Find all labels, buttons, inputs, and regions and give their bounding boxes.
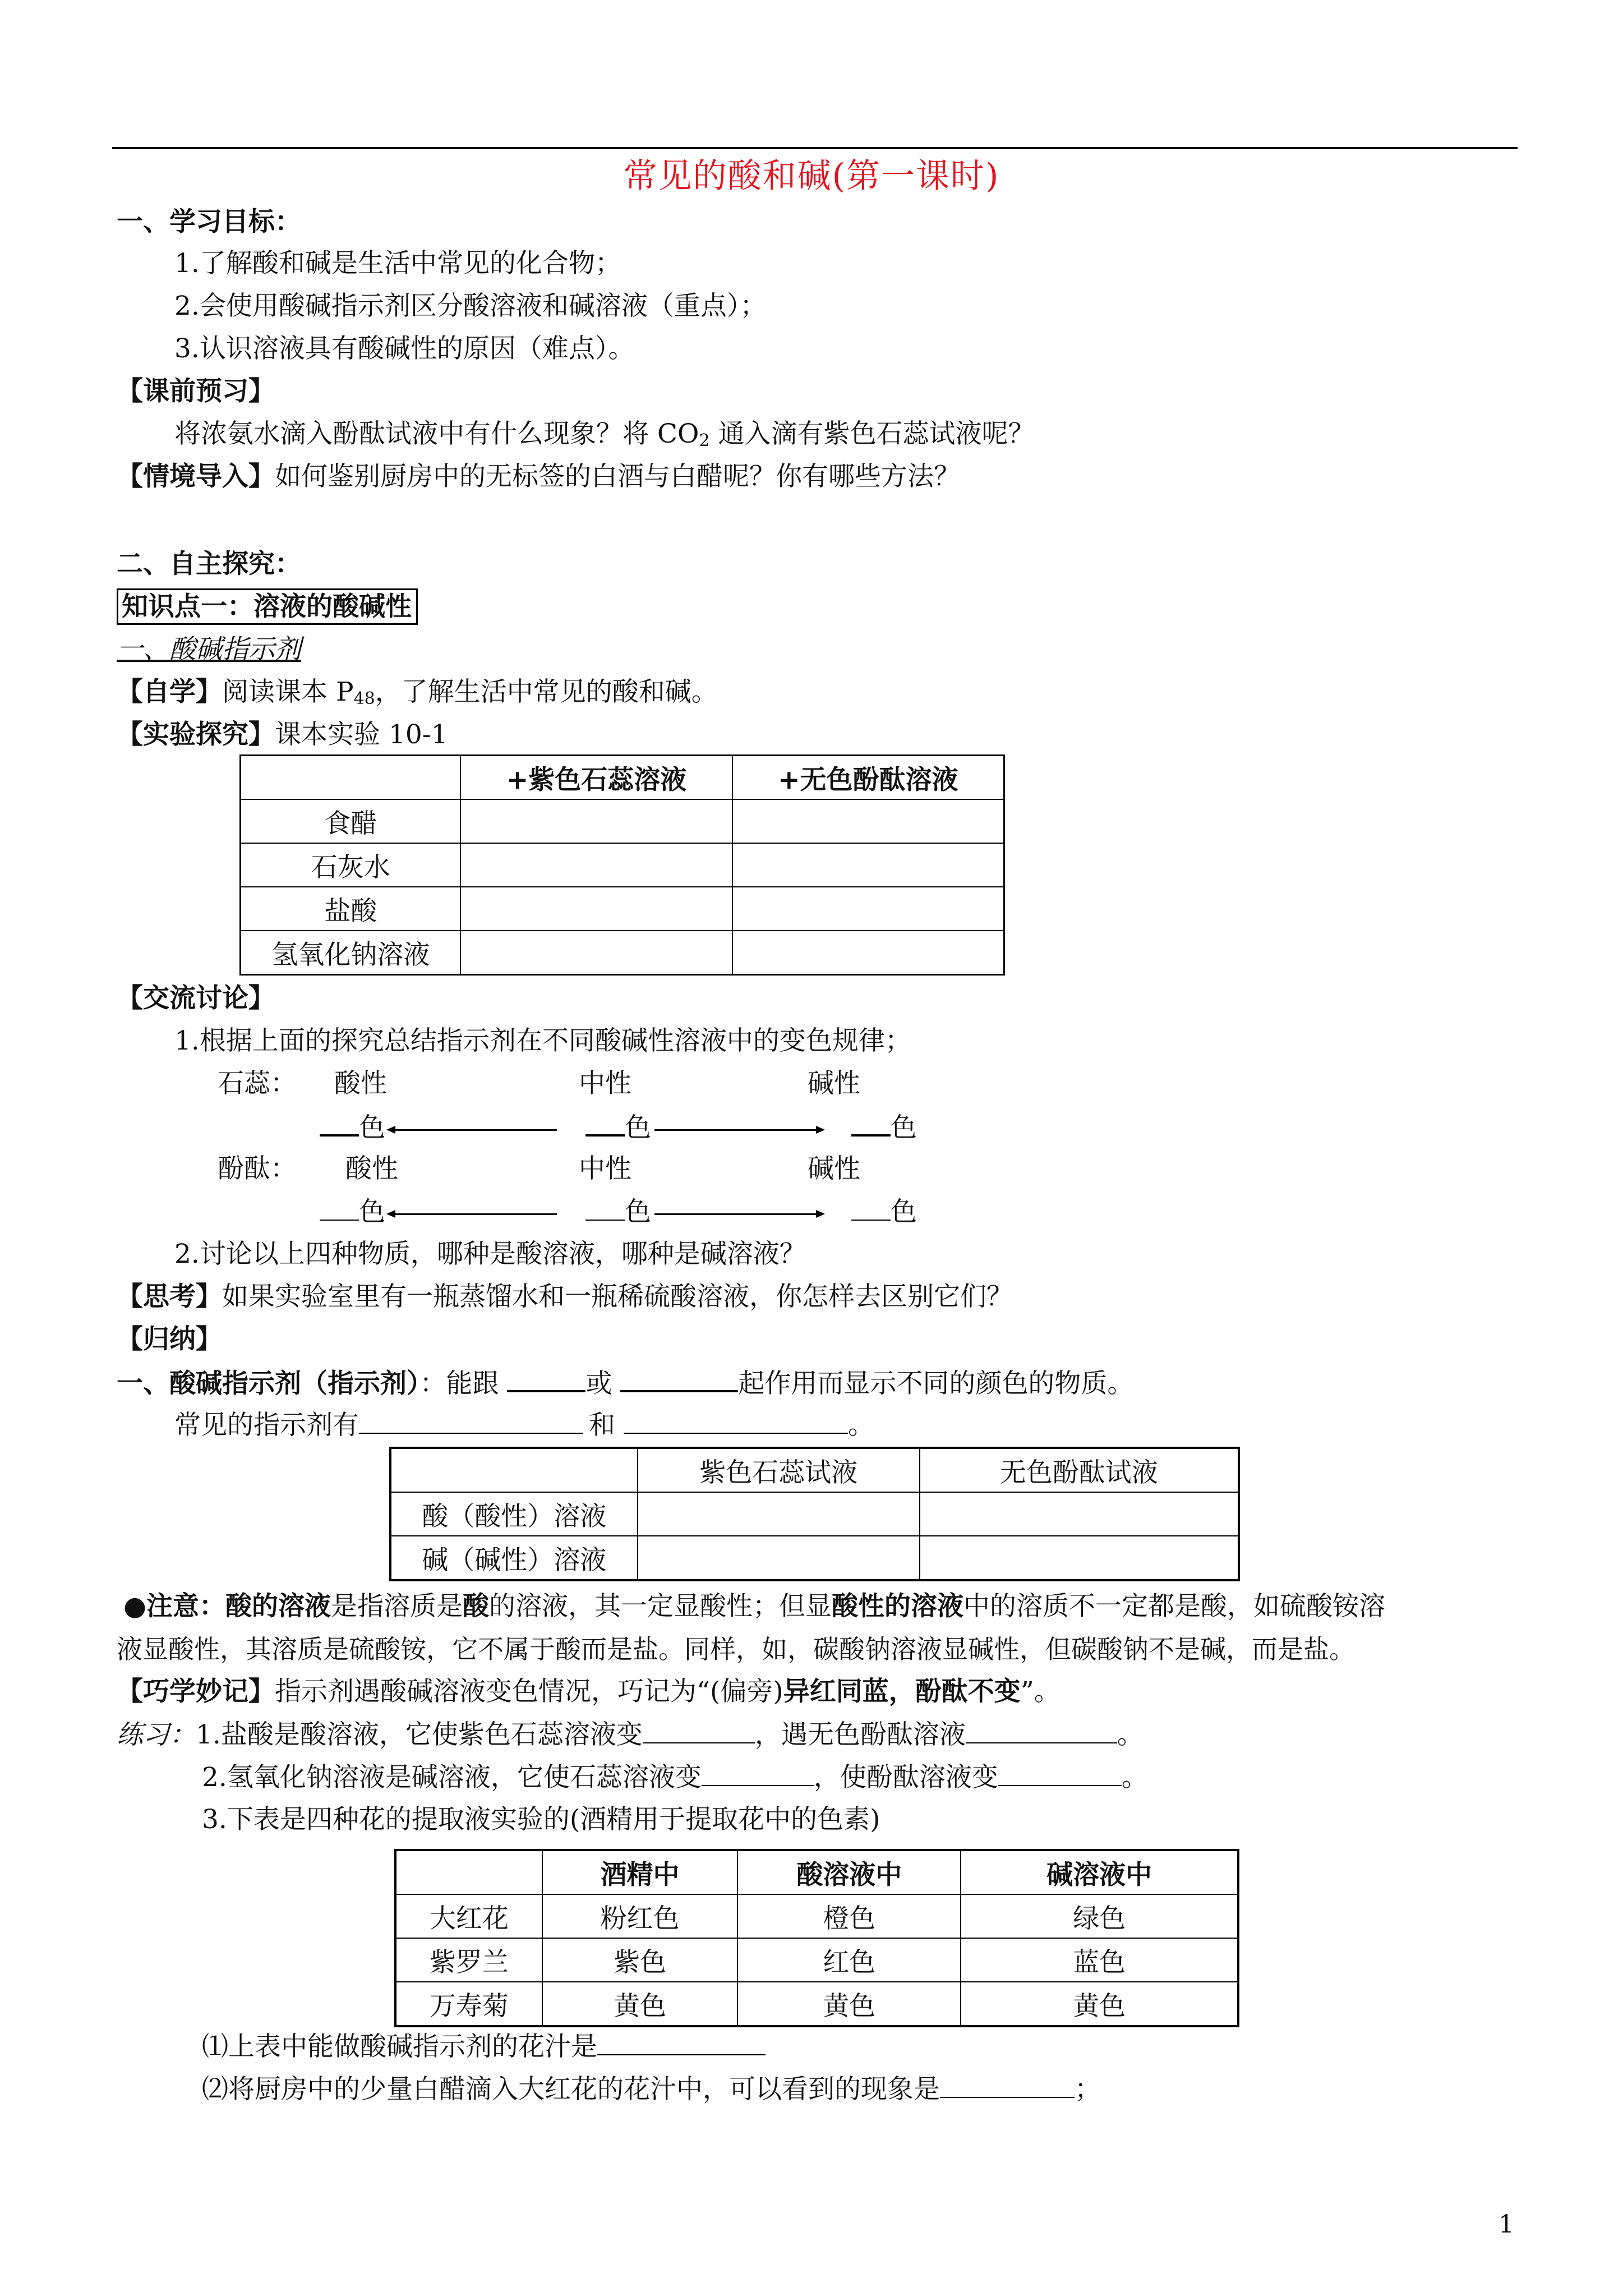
answer-cell[interactable] <box>460 931 732 975</box>
flower-extract-table <box>394 1849 1239 2027</box>
blank-e2-b[interactable] <box>998 1760 1122 1786</box>
blank-acid-color[interactable] <box>320 1195 359 1221</box>
answer-cell[interactable] <box>460 887 732 931</box>
table-row: 盐酸 <box>241 887 1004 931</box>
page-title: 常见的酸和碱(第一课时) <box>623 157 1000 196</box>
intro-line <box>117 460 960 494</box>
blank-base-color[interactable] <box>851 1195 891 1221</box>
question-1: ⑴上表中能做酸碱指示剂的花汁是 <box>202 2030 766 2064</box>
blank-neutral-color[interactable] <box>585 1110 625 1137</box>
exercise-1: 练习：1.盐酸是酸溶液，它使紫色石蕊溶液变 ，遇无色酚酞溶液 。 <box>117 1718 1144 1752</box>
arrow-right-icon <box>654 1129 823 1131</box>
exercise-2: 2.氢氧化钠溶液是碱溶液，它使石蕊溶液变 ，使酚酞溶液变 。 <box>202 1760 1148 1795</box>
goal-item: 1.了解酸和碱是生活中常见的化合物； <box>174 248 621 279</box>
table-row: 石灰水 <box>241 843 1004 887</box>
intro-text: 如何鉴别厨房中的无标签的白酒与白醋呢？你有哪些方法？ <box>275 461 960 492</box>
table-header: 酸溶液中 <box>737 1850 961 1894</box>
goal-item: 3.认识溶液具有酸碱性的原因（难点）。 <box>174 333 635 364</box>
blank-indicator-1[interactable] <box>359 1408 583 1434</box>
preview-text: 将浓氨水滴入酚酞试液中有什么现象？将 $CO_2$ 通入滴有紫色石蕊试液呢？ <box>174 418 1035 450</box>
answer-cell[interactable] <box>638 1536 920 1580</box>
header-rule <box>112 147 1518 149</box>
blank-q2[interactable] <box>940 2072 1075 2098</box>
selfstudy-line: 【自学】阅读课本 $P_{48}$，了解生活中常见的酸和碱。 <box>117 677 718 708</box>
discussion-q2: 2.讨论以上四种物质，哪种是酸溶液，哪种是碱溶液？ <box>174 1239 806 1269</box>
section-heading-goals: 一、学习目标： <box>117 206 301 237</box>
table-header: 酒精中 <box>542 1850 737 1894</box>
page-number: 1 <box>1498 2210 1514 2239</box>
discussion-q1: 1.根据上面的探究总结指示剂在不同酸碱性溶液中的变色规律； <box>174 1025 911 1056</box>
table-row: 万寿菊 黄色 黄色 黄色 <box>395 1982 1238 2026</box>
blank-neutral-color[interactable] <box>585 1195 625 1221</box>
discussion-label: 【交流讨论】 <box>117 983 275 1014</box>
litmus-color-row: 色 色 色 <box>320 1110 917 1145</box>
blank-base-color[interactable] <box>851 1110 891 1137</box>
note-line-2: 液显酸性，其溶质是硫酸铵，它不属于酸而是盐。同样，如，碳酸钠溶液显碱性，但碳酸钠不是碱，而是盐。 <box>117 1634 1355 1664</box>
preview-label: 【课前预习】 <box>117 376 275 407</box>
table-row: 紫罗兰 紫色 红色 蓝色 <box>395 1938 1238 1982</box>
blank-acid[interactable] <box>507 1365 585 1392</box>
answer-cell[interactable] <box>732 799 1004 843</box>
indicator-definition: 一、酸碱指示剂（指示剂）：能跟 或 起作用而显示不同的颜色的物质。 <box>117 1365 1133 1401</box>
table-header: +紫色石蕊溶液 <box>460 756 732 800</box>
table-header: 碱溶液中 <box>961 1850 1238 1894</box>
table-row: 酸（酸性）溶液 <box>390 1492 1239 1536</box>
phenol-label: 酚酞： <box>218 1153 297 1184</box>
arrow-left-icon <box>389 1129 557 1131</box>
blank-e2-a[interactable] <box>702 1760 814 1786</box>
exercise-3: 3.下表是四种花的提取液实验的(酒精用于提取花中的色素) <box>202 1804 880 1835</box>
table-header: +无色酚酞溶液 <box>732 756 1004 800</box>
table-header: 无色酚酞试液 <box>920 1448 1239 1492</box>
litmus-label: 石蕊： <box>218 1068 297 1099</box>
litmus-acidic: 酸性 <box>334 1068 387 1099</box>
blank-base[interactable] <box>620 1365 738 1392</box>
answer-cell[interactable] <box>732 843 1004 887</box>
answer-cell[interactable] <box>638 1492 920 1536</box>
blank-q1[interactable] <box>597 2030 766 2055</box>
question-2: ⑵将厨房中的少量白醋滴入大红花的花汁中，可以看到的现象是 ； <box>202 2072 1101 2106</box>
bullet-icon: ● <box>123 1591 147 1622</box>
intro-label: 【情境导入】 <box>117 461 275 492</box>
blank-indicator-2[interactable] <box>624 1408 848 1434</box>
answer-cell[interactable] <box>732 887 1004 931</box>
answer-cell[interactable] <box>460 843 732 887</box>
phenol-basic: 碱性 <box>808 1153 860 1184</box>
goal-item: 2.会使用酸碱指示剂区分酸溶液和碱溶液（重点）； <box>174 291 767 321</box>
answer-cell[interactable] <box>920 1536 1239 1580</box>
arrow-right-icon <box>654 1213 823 1215</box>
experiment-line: 【实验探究】课本实验 10-1 <box>117 719 448 750</box>
experiment-table <box>239 754 1005 976</box>
mnemonic-line: 【巧学妙记】指示剂遇酸碱溶液变色情况，巧记为“(偏旁)异红同蓝，酚酞不变”。 <box>117 1676 1061 1707</box>
subheading-indicators: 一、酸碱指示剂 <box>117 634 301 665</box>
phenol-acidic: 酸性 <box>345 1153 398 1184</box>
blank-acid-color[interactable] <box>320 1110 359 1137</box>
blank-e1-b[interactable] <box>966 1718 1117 1743</box>
litmus-basic: 碱性 <box>808 1068 860 1099</box>
indicator-table <box>389 1447 1240 1581</box>
arrow-left-icon <box>389 1213 557 1215</box>
table-row: 食醋 <box>241 799 1004 843</box>
litmus-neutral: 中性 <box>579 1068 631 1099</box>
note-line-1: ●注意：酸的溶液是指溶质是酸的溶液，其一定显酸性；但显酸性的溶液中的溶质不一定都是酸，如硫酸铵溶 <box>123 1591 1386 1622</box>
table-header: 紫色石蕊试液 <box>638 1448 920 1492</box>
table-row: 大红花 粉红色 橙色 绿色 <box>395 1894 1238 1938</box>
phenol-neutral: 中性 <box>579 1153 631 1184</box>
knowledge-point-box: 知识点一：溶液的酸碱性 <box>117 590 418 624</box>
table-header <box>395 1850 542 1894</box>
answer-cell[interactable] <box>732 931 1004 975</box>
phenol-color-row: 色 色 色 <box>320 1195 917 1229</box>
answer-cell[interactable] <box>460 799 732 843</box>
common-indicators: 常见的指示剂有 和 。 <box>174 1408 874 1442</box>
table-header <box>390 1448 638 1492</box>
think-line: 【思考】如果实验室里有一瓶蒸馏水和一瓶稀硫酸溶液，你怎样去区别它们？ <box>117 1281 1013 1312</box>
table-row: 碱（碱性）溶液 <box>390 1536 1239 1580</box>
blank-e1-a[interactable] <box>643 1718 755 1743</box>
section-heading-explore: 二、自主探究： <box>117 549 301 579</box>
table-row: 氢氧化钠溶液 <box>241 931 1004 975</box>
answer-cell[interactable] <box>920 1492 1239 1536</box>
table-header <box>241 756 461 800</box>
summary-label: 【归纳】 <box>117 1324 222 1355</box>
